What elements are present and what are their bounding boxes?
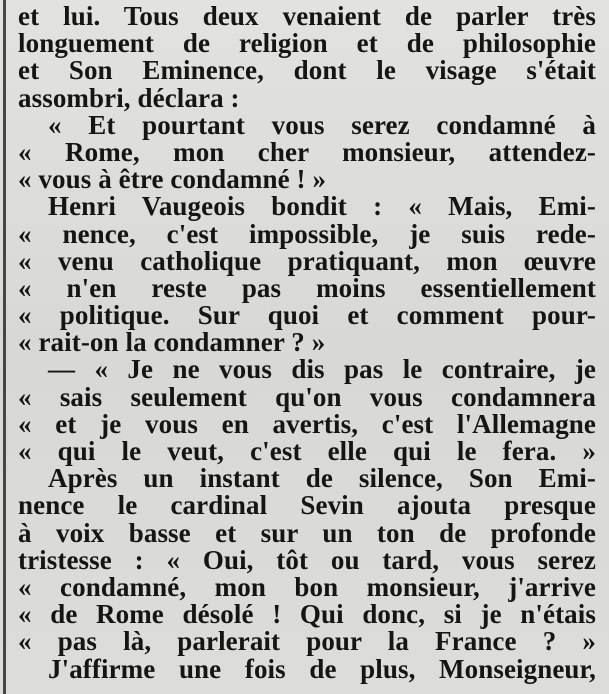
article-line: « de Rome désolé ! Qui donc, si je n'étais (18, 599, 596, 630)
article-line: « n'en reste pas moins essentiellement (18, 272, 596, 303)
article-line: « venu catholique pratiquant, mon œuvre (18, 245, 596, 276)
article-line: et lui. Tous deux venaient de parler très (18, 1, 596, 31)
article-line: « qui le veut, c'est elle qui le fera. » (18, 436, 596, 466)
article-line: J'affirme une fois de plus, Monseigneur, (48, 653, 596, 684)
article-line: « politique. Sur quoi et comment pour- (18, 300, 596, 331)
column-rule (3, 0, 6, 694)
article-line: « sais seulement qu'on vous condamnera (18, 381, 596, 412)
article-line: « rait-on la condamner ? » (18, 327, 326, 358)
article-line: « et je vous en avertis, c'est l'Allemagne (18, 408, 596, 439)
article-line: nence le cardinal Sevin ajouta presque (18, 490, 596, 521)
article-line: « pas là, parlerait pour la France ? » (18, 626, 596, 657)
article-line: tristesse : « Oui, tôt ou tard, vous serez (18, 544, 596, 575)
article-line: Henri Vaugeois bondit : « Mais, Emi- (48, 191, 596, 222)
article-line: longuement de religion et de philosophie (18, 28, 596, 59)
article-line: à voix basse et sur un ton de profonde (18, 517, 596, 548)
article-line: « Et pourtant vous serez condamné à (48, 109, 596, 140)
article-line: assombri, déclara : (18, 82, 240, 113)
article-line: et Son Eminence, dont le visage s'était (18, 55, 596, 86)
article-line: « condamné, mon bon monsieur, j'arrive (18, 571, 596, 602)
article-column (18, 3, 596, 683)
article-line: — « Je ne vous dis pas le contraire, je (48, 354, 596, 385)
article-line: « Rome, mon cher monsieur, attendez- (18, 136, 596, 167)
article-line: Après un instant de silence, Son Emi- (48, 463, 596, 494)
article-line: « vous à être condamné ! » (18, 164, 327, 195)
article-line: « nence, c'est impossible, je suis rede- (18, 218, 596, 249)
